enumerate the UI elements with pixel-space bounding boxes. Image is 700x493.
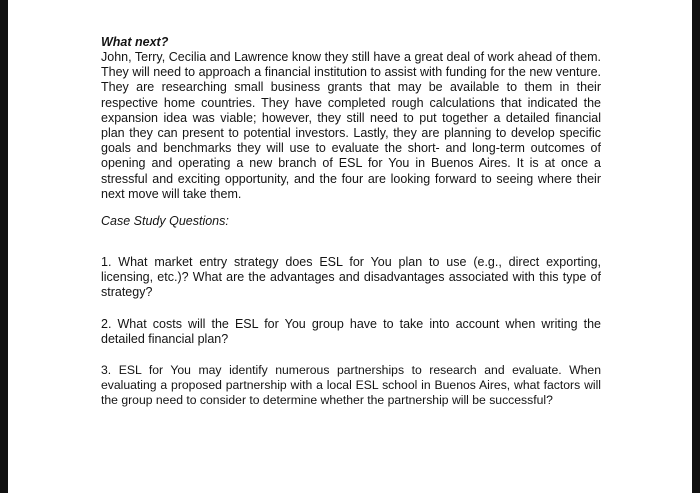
section-heading: What next? bbox=[101, 35, 169, 49]
document-page bbox=[101, 35, 601, 409]
left-border bbox=[0, 0, 8, 493]
question-2: 2. What costs will the ESL for You group have to take into account when writing the detailed financial plan? bbox=[101, 316, 601, 346]
question-3: 3. ESL for You may identify numerous partnerships to research and evaluate. When evaluating a proposed partnership with a local ESL school in Buenos Aires, what factors will the group need to consider to determine whether the partnership will be successful? bbox=[101, 363, 601, 408]
case-study-questions-label: Case Study Questions: bbox=[101, 214, 229, 229]
question-1: 1. What market entry strategy does ESL for You plan to use (e.g., direct exporting, licensing, etc.)? What are the advantages and disadvantages associated with this type of strategy? bbox=[101, 255, 601, 300]
right-border bbox=[692, 0, 700, 493]
body-paragraph: John, Terry, Cecilia and Lawrence know they still have a great deal of work ahead of them. They will need to approach a financial institution to assist with funding for the new venture. They are researching small business grants that may be available to them in their respective home countries. They have completed rough calculations that indicated the expansion idea was viable; however, they still need to put together a detailed financial plan they can present to potential investors. Lastly, they are planning to develop specific goals and benchmarks they will use to evaluate the short- and long-term outcomes of opening and operating a new branch of ESL for You in Buenos Aires. It is at once a stressful and exciting opportunity, and the four are looking forward to seeing where their next move will take them. bbox=[101, 50, 601, 201]
